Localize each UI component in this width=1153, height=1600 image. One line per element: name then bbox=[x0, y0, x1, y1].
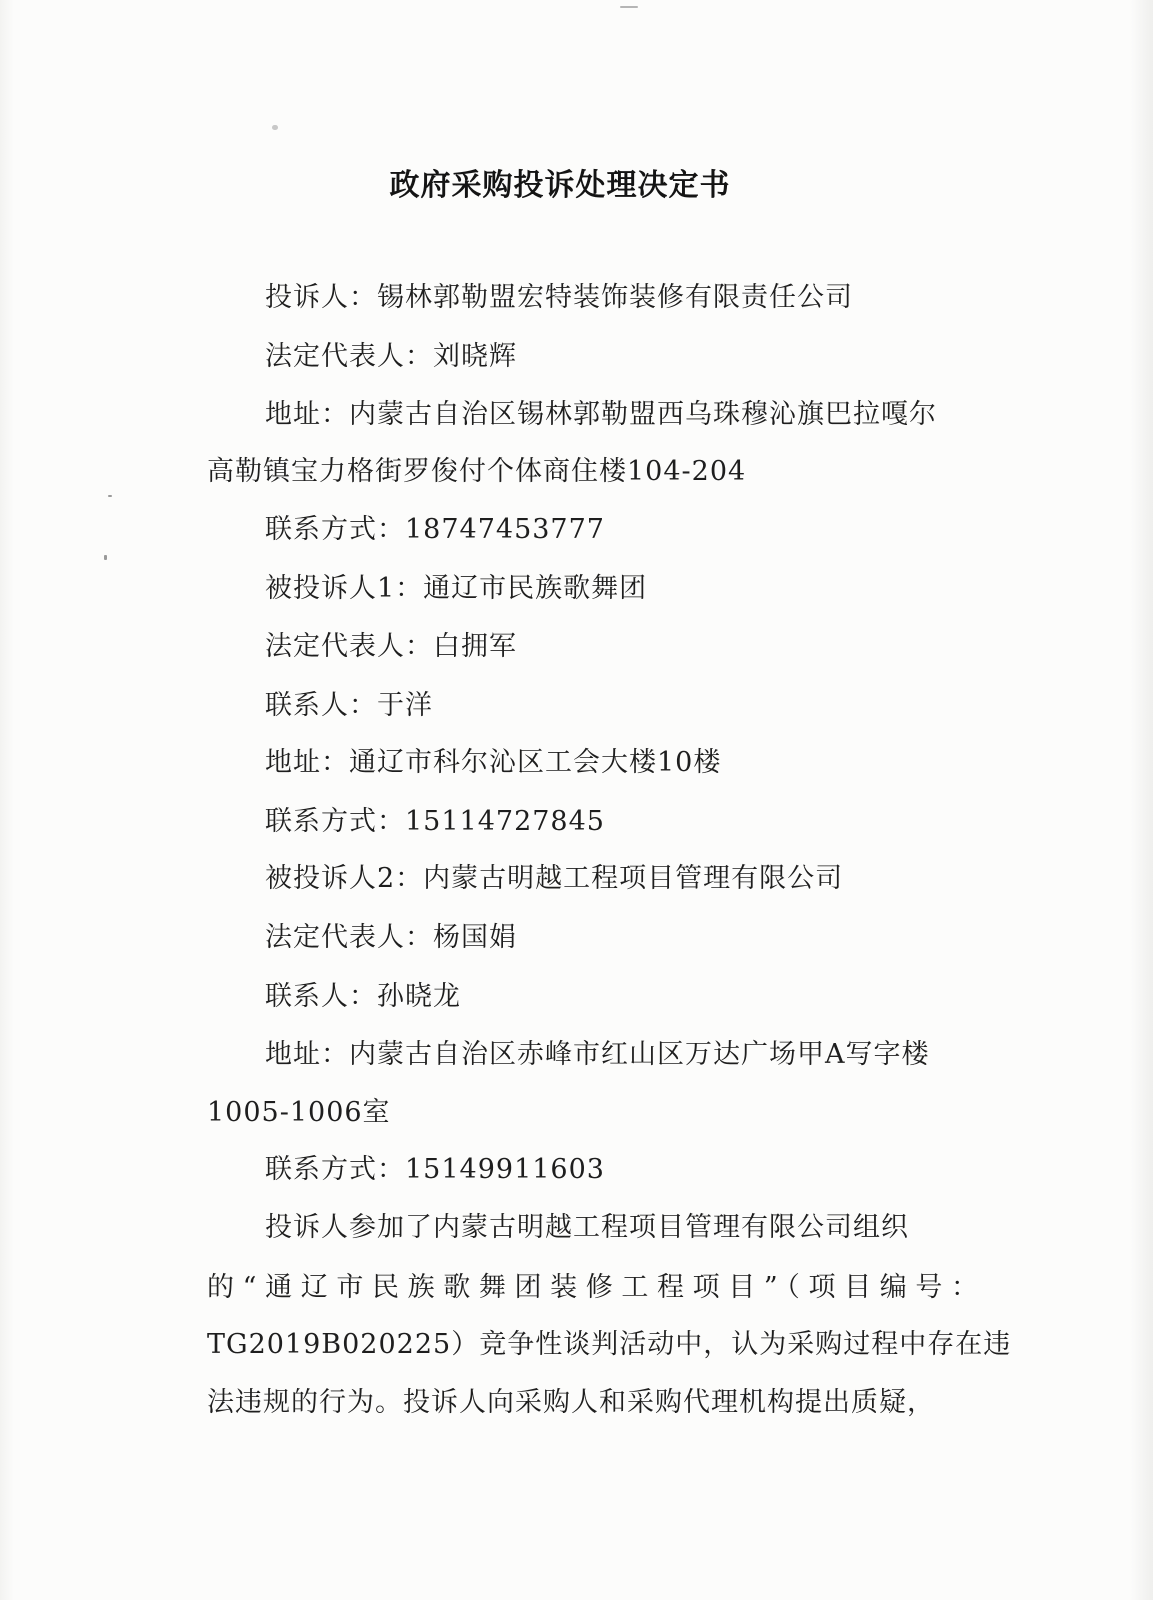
respondent-2-line: 被投诉人2：内蒙古明越工程项目管理有限公司 bbox=[265, 863, 844, 894]
body-paragraph-line-4: 法违规的行为。投诉人向采购人和采购代理机构提出质疑， bbox=[207, 1387, 935, 1418]
body-paragraph-line-3: TG2019B020225）竞争性谈判活动中，认为采购过程中存在违 bbox=[207, 1329, 1012, 1360]
scan-speck bbox=[104, 555, 107, 560]
respondent-2-contact-person-line: 联系人：孙晓龙 bbox=[265, 981, 461, 1012]
complainant-line: 投诉人：锡林郭勒盟宏特装饰装修有限责任公司 bbox=[265, 282, 853, 313]
respondent-1-contact-person-line: 联系人：于洋 bbox=[265, 690, 433, 721]
respondent-1-legal-rep-line: 法定代表人：白拥军 bbox=[265, 631, 517, 662]
body-paragraph-line-1: 投诉人参加了内蒙古明越工程项目管理有限公司组织 bbox=[265, 1212, 909, 1243]
respondent-1-line: 被投诉人1：通辽市民族歌舞团 bbox=[265, 573, 648, 604]
scan-speck bbox=[620, 6, 638, 8]
body-paragraph-line-2: 的“通辽市民族歌舞团装修工程项目”（项目编号： bbox=[207, 1272, 979, 1303]
respondent-1-address-line: 地址：通辽市科尔沁区工会大楼10楼 bbox=[265, 747, 722, 778]
respondent-1-contact-line: 联系方式：15114727845 bbox=[265, 806, 605, 837]
complainant-legal-rep-line: 法定代表人：刘晓辉 bbox=[265, 341, 517, 372]
respondent-2-contact-line: 联系方式：15149911603 bbox=[265, 1154, 605, 1185]
document-title: 政府采购投诉处理决定书 bbox=[389, 168, 731, 203]
scan-speck bbox=[108, 495, 112, 497]
respondent-2-legal-rep-line: 法定代表人：杨国娟 bbox=[265, 922, 517, 953]
respondent-2-address-line-2: 1005-1006室 bbox=[207, 1097, 391, 1128]
respondent-2-address-line-1: 地址：内蒙古自治区赤峰市红山区万达广场甲A写字楼 bbox=[265, 1039, 930, 1070]
scan-speck bbox=[272, 125, 278, 130]
complainant-address-line-1: 地址：内蒙古自治区锡林郭勒盟西乌珠穆沁旗巴拉嘎尔 bbox=[265, 399, 937, 430]
complainant-contact-line: 联系方式：18747453777 bbox=[265, 514, 605, 545]
complainant-address-line-2: 高勒镇宝力格街罗俊付个体商住楼104-204 bbox=[207, 456, 747, 487]
